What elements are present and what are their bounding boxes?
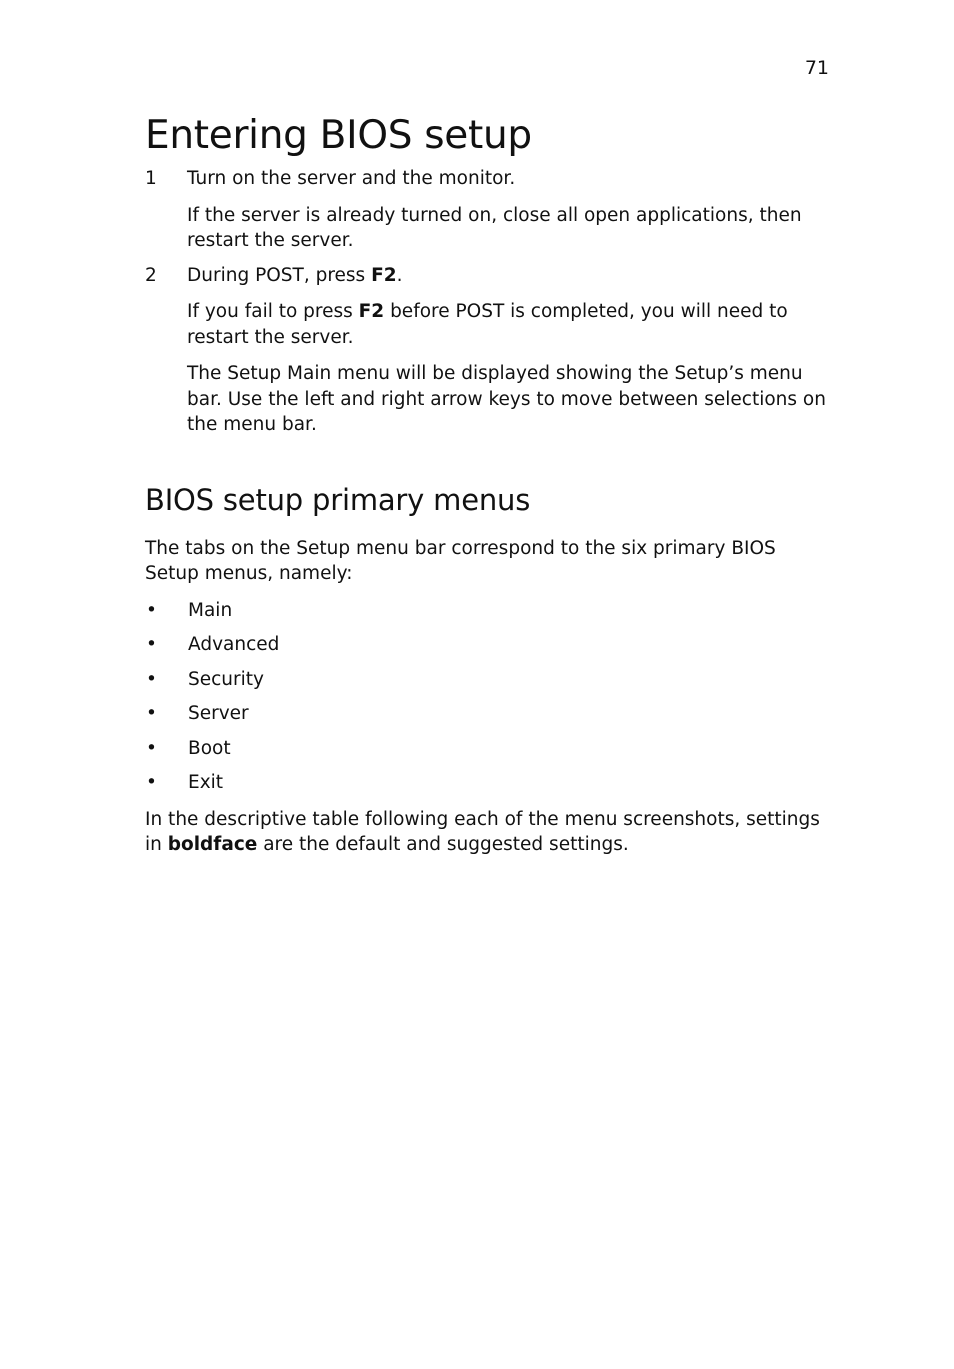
page-content bbox=[145, 112, 835, 858]
step-2 bbox=[145, 263, 835, 289]
key-name: F2 bbox=[371, 264, 397, 286]
step-1 bbox=[145, 166, 835, 192]
step-text bbox=[187, 263, 835, 289]
section-title: BIOS setup primary menus bbox=[145, 482, 531, 517]
closing-text-part: are the default and suggested settings. bbox=[257, 834, 629, 855]
list-item-label: Boot bbox=[188, 737, 231, 759]
step-text-part: . bbox=[396, 264, 403, 286]
key-name: F2 bbox=[358, 301, 385, 322]
page-title: Entering BIOS setup bbox=[145, 113, 532, 158]
step-2-note-1 bbox=[187, 299, 835, 350]
closing-paragraph bbox=[145, 807, 835, 858]
page-number: 71 bbox=[804, 57, 829, 79]
closing-text-part: In the descriptive table following each of the menu screenshots, settings in bbox=[145, 808, 820, 855]
list-item-label: Server bbox=[188, 703, 249, 724]
bold-term: boldface bbox=[167, 834, 258, 855]
list-item bbox=[145, 736, 835, 762]
step-number: 1 bbox=[145, 168, 157, 189]
list-item-label: Advanced bbox=[188, 634, 280, 655]
step-1-note: If the server is already turned on, close all open applications, then restart the server. bbox=[187, 204, 802, 251]
list-item bbox=[145, 632, 835, 658]
section-intro: The tabs on the Setup menu bar correspond to the six primary BIOS Setup menus, namely: bbox=[145, 537, 776, 584]
list-item bbox=[145, 770, 835, 796]
list-item-label: Main bbox=[188, 599, 233, 621]
step-2-note-2: The Setup Main menu will be displayed showing the Setup’s menu bar. Use the left and right arrow keys to move between selections on the menu bar. bbox=[187, 363, 826, 435]
bullet-icon: • bbox=[146, 737, 157, 759]
note-text-part: before POST is completed, you will need to restart the server. bbox=[187, 301, 788, 348]
list-item bbox=[145, 598, 835, 624]
list-item-label: Security bbox=[188, 668, 264, 690]
list-item bbox=[145, 667, 835, 693]
step-number: 2 bbox=[145, 264, 157, 286]
note-text-part: If you fail to press bbox=[187, 301, 359, 322]
menu-list bbox=[145, 598, 835, 796]
step-text: Turn on the server and the monitor. bbox=[187, 168, 516, 189]
bullet-icon: • bbox=[146, 772, 157, 793]
bullet-icon: • bbox=[146, 634, 157, 655]
bullet-icon: • bbox=[146, 668, 157, 690]
bullet-icon: • bbox=[146, 599, 157, 621]
list-item bbox=[145, 701, 835, 727]
bullet-icon: • bbox=[146, 703, 157, 724]
step-text-part: During POST, press bbox=[187, 264, 372, 286]
list-item-label: Exit bbox=[188, 772, 224, 793]
